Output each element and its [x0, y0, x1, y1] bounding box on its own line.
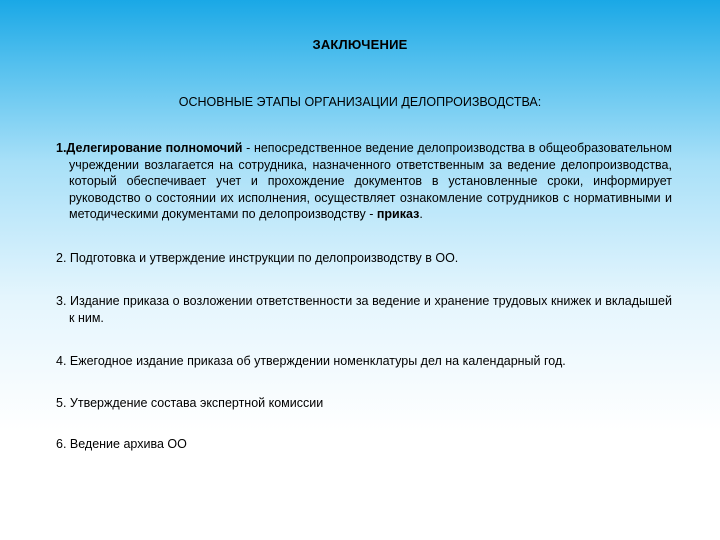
item1-end: .	[419, 207, 423, 221]
item1-sep: -	[365, 207, 377, 221]
list-item-6: 6. Ведение архива ОО	[56, 437, 187, 451]
stages-list	[56, 140, 672, 453]
item1-lead: 1.Делегирование полномочий	[56, 141, 243, 155]
list-item-4: 4. Ежегодное издание приказа об утверждении номенклатуры дел на календарный год.	[56, 354, 566, 368]
list-item-5: 5. Утверждение состава экспертной комиссии	[56, 395, 324, 410]
list-item-1	[56, 140, 672, 223]
list-item-2: 2. Подготовка и утверждение инструкции по делопроизводству в ОО.	[56, 250, 459, 265]
item1-body: - непосредственное ведение делопроизводства в общеобразовательном учреждении возлагается на сотрудника, назначенного ответственным за ведение делопроизводства, который обеспечивает учет и прохождение документов в установленные сроки, информирует руководство о состоянии их исполнения, осуществляет ознакомление сотрудников с нормативными и методическими документами по делопроизводству	[69, 141, 672, 221]
list-item-3: 3. Издание приказа о возложении ответственности за ведение и хранение трудовых книжек и вкладышей к ним.	[56, 294, 672, 325]
item1-tail: приказ	[376, 207, 420, 221]
slide-title: ЗАКЛЮЧЕНИЕ	[312, 37, 408, 52]
slide-subtitle: ОСНОВНЫЕ ЭТАПЫ ОРГАНИЗАЦИИ ДЕЛОПРОИЗВОДСТВА:	[178, 95, 542, 109]
